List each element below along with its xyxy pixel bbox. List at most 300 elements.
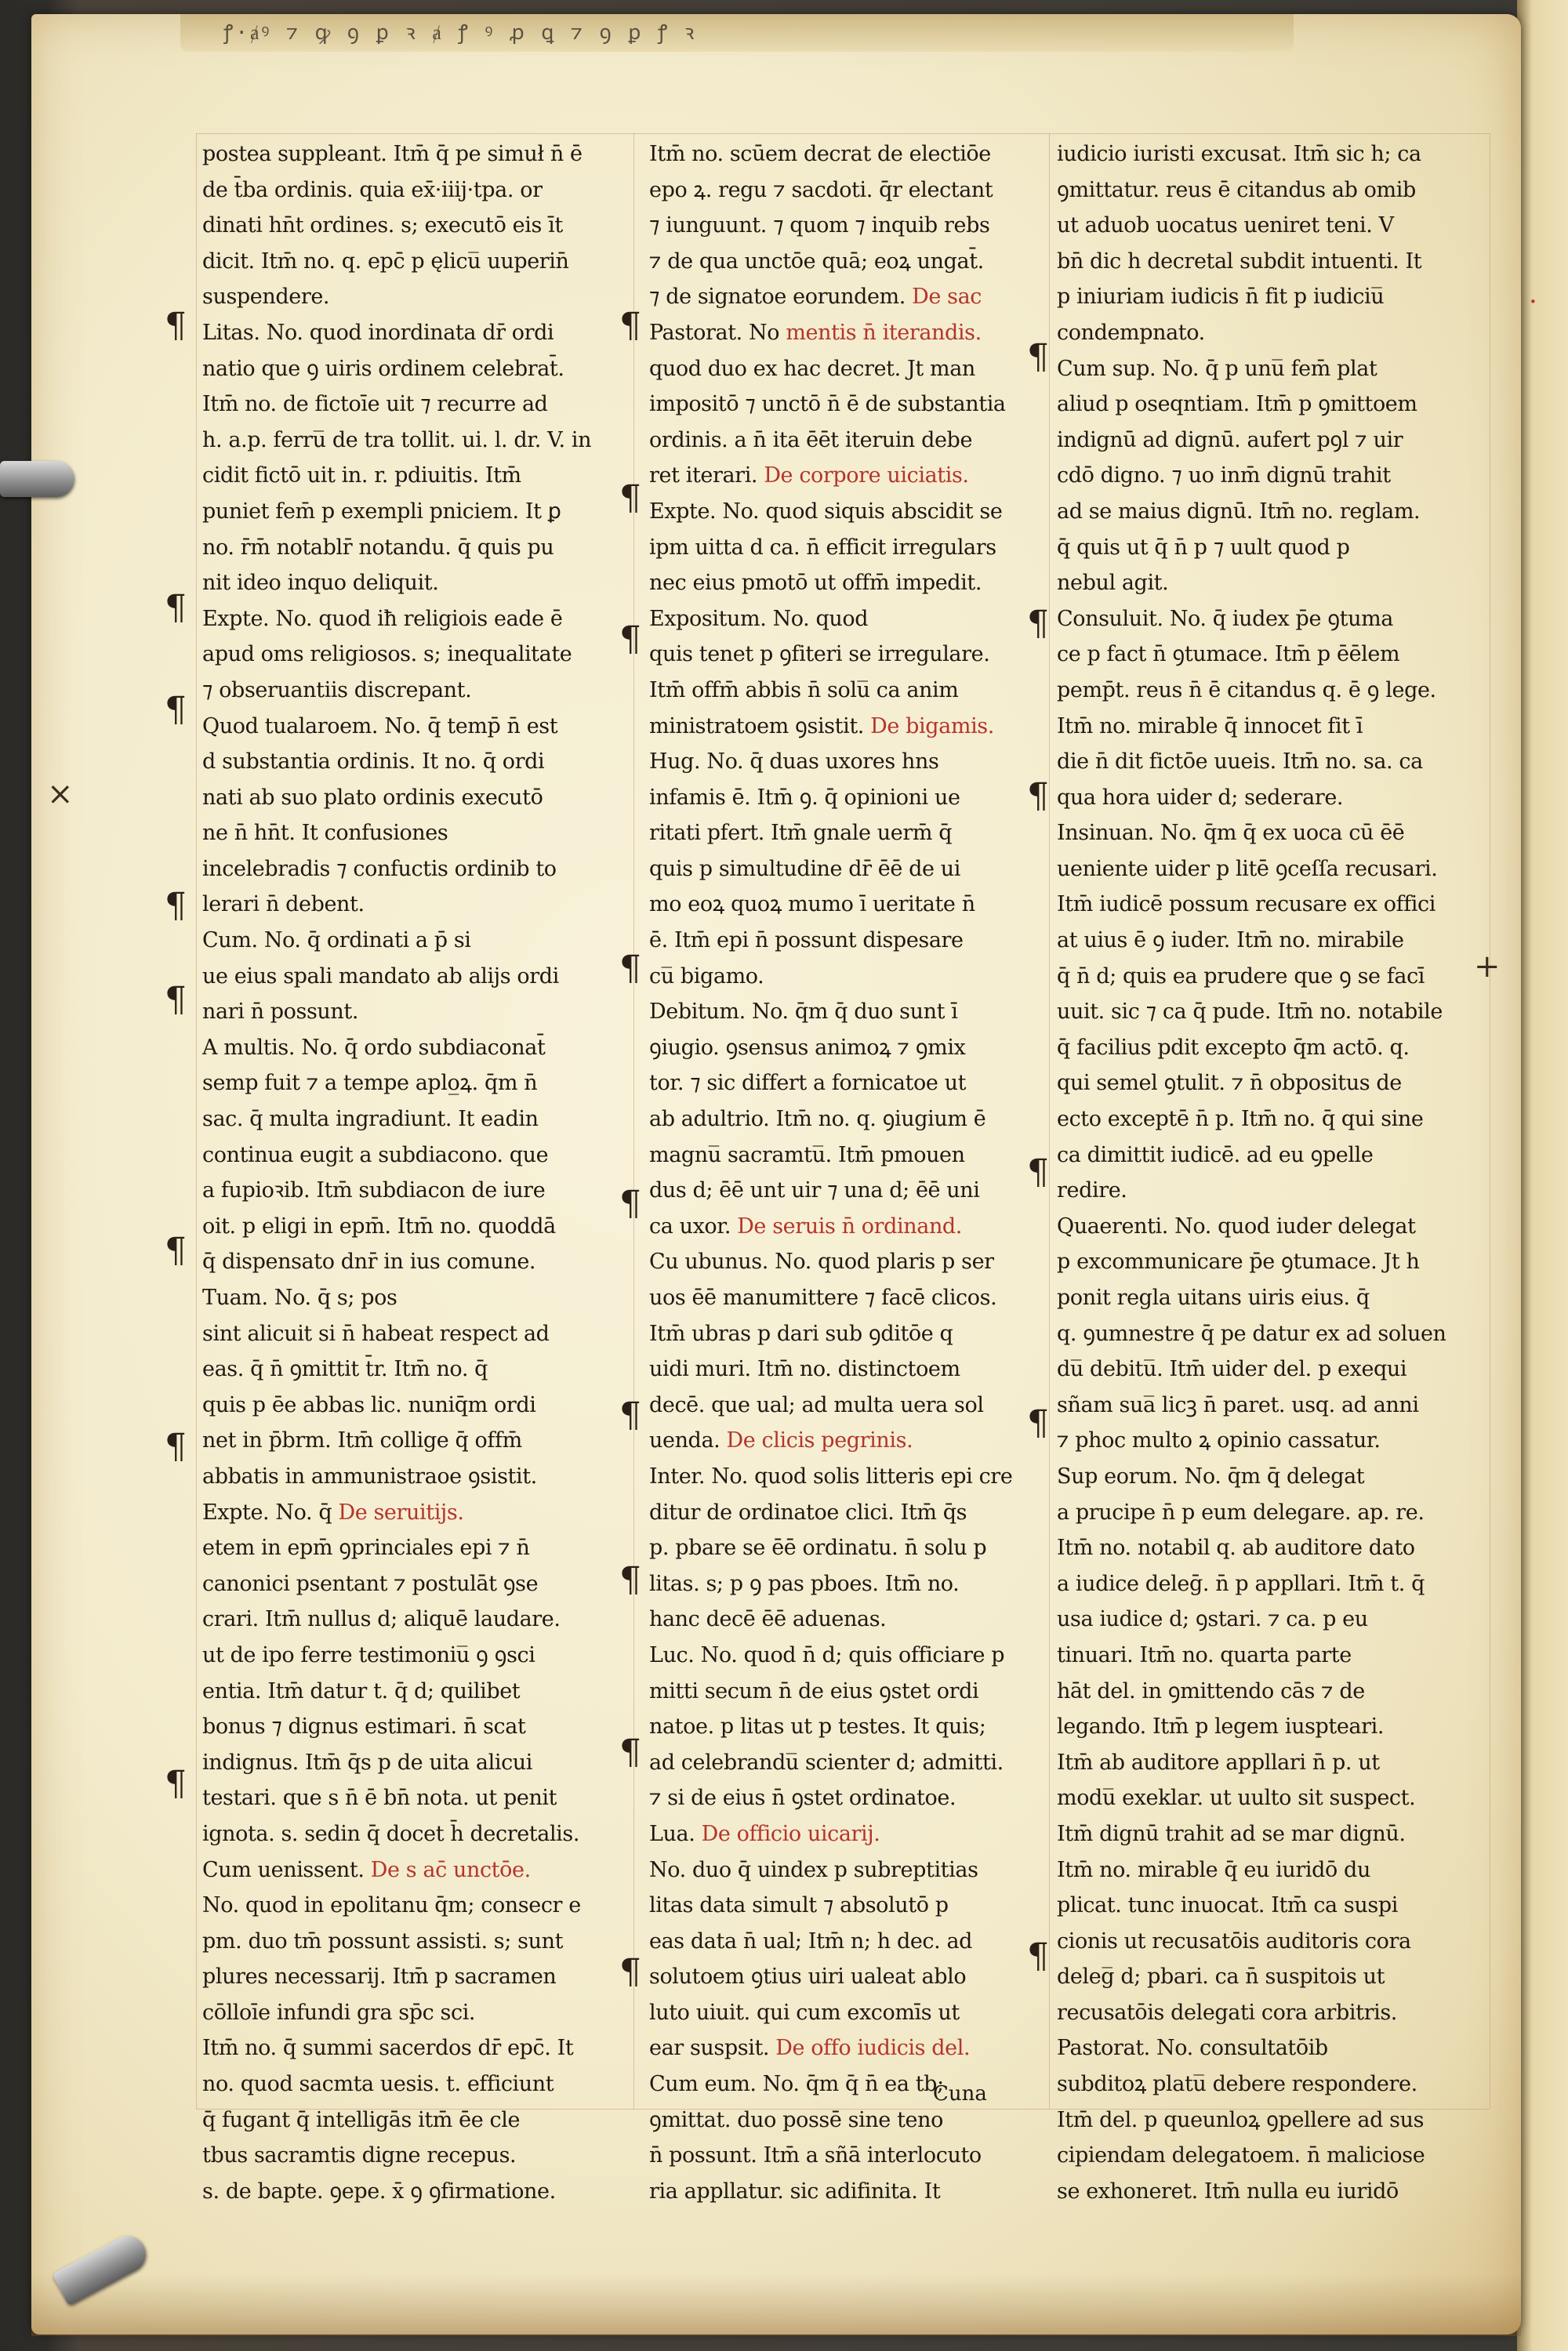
text-line — [649, 315, 1045, 351]
text-line — [1057, 1030, 1488, 1066]
paragraph-mark: ¶ — [1027, 604, 1049, 644]
line-text: continua eugit a subdiacono. que — [202, 1142, 549, 1167]
line-text: Itm̄ no. q̄ summi sacerdos dr̄ epc̄. It — [202, 2036, 574, 2061]
line-text: sac. q̄ multa ingradiunt. It eadin — [202, 1107, 539, 1132]
text-line — [202, 1745, 618, 1781]
text-line — [649, 1709, 1045, 1745]
margin-mark: + — [1474, 949, 1501, 985]
line-text: eas. q̄ n̄ ꝯmittit t̄r. Itm̄ no. q̄ — [202, 1357, 488, 1382]
rubric-heading: De seruitijs. — [338, 1500, 464, 1525]
text-line — [202, 1638, 618, 1674]
line-text: quis p ēe abbas lic. nuniq̄m ordi — [202, 1392, 536, 1417]
text-line — [649, 673, 1045, 709]
text-line — [1057, 1316, 1488, 1352]
line-text: tor. ⁊ sic differt a fornicatoe ut — [649, 1071, 967, 1096]
text-line — [649, 1816, 1045, 1852]
line-text: litas data simult ⁊ absolutō p — [649, 1893, 949, 1918]
text-line — [1057, 1888, 1488, 1924]
line-text: a iudice deleḡ. n̄ p appllari. Itm̄ t. q̄ — [1057, 1571, 1425, 1596]
line-text: Sup eorum. No. q̄m q̄ delegat — [1057, 1464, 1365, 1489]
line-text: ꝯmittatur. reus ē citandus ab omib — [1057, 177, 1416, 202]
paragraph-mark: ¶ — [165, 1764, 187, 1804]
line-text: cipiendam delegatoem. n̄ maliciose — [1057, 2143, 1425, 2168]
text-line — [202, 637, 618, 673]
paragraph-mark: ¶ — [165, 980, 187, 1020]
line-text: modu̅ exeklar. ut uulto sit suspect. — [1057, 1786, 1416, 1811]
text-line — [649, 780, 1045, 816]
text-line — [202, 208, 618, 244]
line-text: litas. s; p ꝯ pas pboes. Itm̄ no. — [649, 1571, 960, 1596]
text-line — [649, 494, 1045, 530]
rubric-heading: De corpore uiciatis. — [764, 463, 969, 488]
text-line — [649, 1888, 1045, 1924]
text-line — [649, 1924, 1045, 1960]
text-line — [649, 1745, 1045, 1781]
line-text: impositō ⁊ unctō n̄ ē de substantia — [649, 392, 1006, 417]
text-line — [649, 351, 1045, 387]
text-line — [1057, 458, 1488, 494]
header-stamp: ꝭ·ⱥꝰ ⁊ ꝙ ꝯ ꝑ ꝛ ⱥ ꝭ ꝰ ꝓ ꝗ ⁊ ꝯ ꝑ ꝭ ꝛ — [223, 21, 697, 44]
text-line — [202, 2138, 618, 2174]
line-text: ut de ipo ferre testimoniu̅ ꝯ ꝯsci — [202, 1642, 535, 1667]
text-line — [649, 1388, 1045, 1424]
catchword: Cuna — [933, 2082, 987, 2106]
paragraph-mark: ¶ — [165, 886, 187, 926]
line-text: q̄ fugant q̄ intelligās itm̄ ēe cle — [202, 2107, 521, 2132]
line-text: Expte. No. q̄ — [202, 1500, 332, 1525]
text-line — [1057, 851, 1488, 887]
line-text: solutoem ꝯtius uiri ualeat ablo — [649, 1965, 967, 1990]
line-text: q̄ quis ut q̄ n̄ p ⁊ uult quod p — [1057, 535, 1350, 560]
line-text: redire. — [1057, 1178, 1127, 1203]
text-line — [202, 1423, 618, 1459]
text-line — [1057, 1638, 1488, 1674]
text-line — [202, 959, 618, 995]
text-line — [202, 1065, 618, 1101]
line-text: indignū ad dignū. aufert pꝯl ⁊ uir — [1057, 427, 1403, 452]
text-line — [202, 2174, 618, 2210]
text-line — [649, 1959, 1045, 1995]
text-line — [202, 1137, 618, 1174]
text-line — [1057, 136, 1488, 172]
text-line — [1057, 601, 1488, 637]
text-line — [649, 1566, 1045, 1602]
line-text: No. quod in epolitanu q̄m; consecr e — [202, 1893, 581, 1918]
text-line — [1057, 172, 1488, 209]
text-line — [202, 1173, 618, 1209]
line-text: Itm̄ no. mirable q̄ eu iuridō du — [1057, 1857, 1370, 1882]
line-text: ut aduob uocatus ueniret teni. V — [1057, 213, 1394, 238]
line-text: Cum uenissent. — [202, 1857, 365, 1882]
line-text: p iniuriam iudicis n̄ fit p iudiciu̅ — [1057, 285, 1385, 310]
line-text: quod duo ex hac decret. Jt man — [649, 356, 975, 381]
line-text: uos ēē manumittere ⁊ facē clicos. — [649, 1286, 997, 1310]
text-line — [202, 1280, 618, 1316]
text-line — [202, 1566, 618, 1602]
text-line — [1057, 1388, 1488, 1424]
line-text: condempnato. — [1057, 320, 1205, 345]
line-text: cu̅ bigamo. — [649, 963, 764, 989]
line-text: Itm̄ no. notabil q. ab auditore dato — [1057, 1536, 1415, 1561]
text-line — [1057, 1244, 1488, 1280]
text-line — [202, 1602, 618, 1638]
text-line — [649, 1244, 1045, 1280]
paragraph-mark: ¶ — [619, 1395, 641, 1435]
line-text: A multis. No. q̄ ordo subdiaconat̄ — [202, 1035, 546, 1060]
line-text: Consuluit. No. q̄ iudex p̄e ꝯtuma — [1057, 606, 1393, 631]
line-text: Cum sup. No. q̄ p unu̅ fem̄ plat — [1057, 356, 1377, 381]
text-line — [1057, 780, 1488, 816]
text-line — [649, 1459, 1045, 1495]
text-line — [1057, 351, 1488, 387]
line-text: cionis ut recusatōis auditoris cora — [1057, 1928, 1411, 1954]
text-line — [202, 1959, 618, 1995]
rubric-heading: De s ac̄ unctōe. — [370, 1857, 531, 1882]
text-line — [649, 244, 1045, 280]
line-text: qua hora uider d; sederare. — [1057, 785, 1344, 810]
text-line — [1057, 2066, 1488, 2102]
text-line — [202, 1388, 618, 1424]
text-line — [1057, 1351, 1488, 1388]
text-line — [202, 1459, 618, 1495]
line-text: Itm̄ ab auditore appllari n̄ p. ut — [1057, 1750, 1380, 1775]
text-line — [1057, 1602, 1488, 1638]
line-text: Itm̄ dignū trahit ad se mar dignū. — [1057, 1821, 1406, 1846]
text-line — [649, 136, 1045, 172]
text-line — [1057, 1745, 1488, 1781]
text-line — [1057, 1995, 1488, 2031]
text-line — [649, 2030, 1045, 2066]
text-line — [1057, 1495, 1488, 1531]
text-line — [1057, 1780, 1488, 1816]
text-line — [1057, 923, 1488, 959]
text-line — [1057, 673, 1488, 709]
line-text: nati ab suo plato ordinis executō — [202, 785, 543, 810]
text-line — [649, 2174, 1045, 2210]
text-line — [1057, 1065, 1488, 1101]
line-text: du̅ debitu̅. Itm̄ uider del. p exequi — [1057, 1357, 1407, 1382]
text-line — [1057, 637, 1488, 673]
text-line — [1057, 1137, 1488, 1174]
text-line — [1057, 2102, 1488, 2139]
line-text: entia. Itm̄ datur t. q̄ d; quilibet — [202, 1678, 521, 1703]
line-text: Expte. No. quod siquis abscidit se — [649, 499, 1003, 524]
line-text: deleg̅ d; pbari. ca n̄ suspitois ut — [1057, 1965, 1385, 1990]
line-text: iudicio iuristi excusat. Itm̄ sic h; ca — [1057, 142, 1421, 166]
text-line — [202, 458, 618, 494]
line-text: ab adultrio. Itm̄ no. q. ꝯiugium ē — [649, 1107, 986, 1132]
text-line — [649, 279, 1045, 315]
text-line — [649, 2138, 1045, 2174]
ruling-col-divider-1 — [633, 133, 634, 2109]
line-text: ritati pfert. Itm̄ gnale uerm̄ q̄ — [649, 821, 953, 846]
text-line — [649, 208, 1045, 244]
line-text: ad se maius dignū. Itm̄ no. reglam. — [1057, 499, 1421, 524]
line-text: no. r̄m̄ notablr̄ notandu. q̄ quis pu — [202, 535, 554, 560]
text-line — [649, 172, 1045, 209]
text-line — [1057, 709, 1488, 745]
text-line — [1057, 1459, 1488, 1495]
paragraph-mark: ¶ — [165, 690, 187, 730]
line-text: puniet fem̄ p exempli pniciem. It ꝑ — [202, 499, 561, 524]
line-text: ipm uitta d ca. n̄ efficit irregulars — [649, 535, 996, 560]
text-line — [202, 780, 618, 816]
text-line — [1057, 1423, 1488, 1459]
line-text: Itm̄ iudicē possum recusare ex offici — [1057, 892, 1436, 917]
line-text: p. pbare se ēē ordinatu. n̄ solu p — [649, 1536, 987, 1561]
text-line — [649, 1316, 1045, 1352]
text-line — [202, 2066, 618, 2102]
line-text: nit ideo inquo deliquit. — [202, 571, 439, 596]
line-text: crari. Itm̄ nullus d; aliquē laudare. — [202, 1607, 561, 1632]
line-text: usa iudice d; ꝯstari. ⁊ ca. p eu — [1057, 1607, 1368, 1632]
text-line — [1057, 1674, 1488, 1710]
line-text: plures necessarij. Itm̄ p sacramen — [202, 1965, 557, 1990]
line-text: Itm̄ ubras p dari sub ꝯditōe q — [649, 1321, 953, 1346]
text-line — [1057, 244, 1488, 280]
text-line — [1057, 494, 1488, 530]
text-line — [649, 1351, 1045, 1388]
text-line — [1057, 744, 1488, 780]
text-line — [202, 923, 618, 959]
line-text: ria appllatur. sic adifinita. It — [649, 2179, 941, 2204]
paragraph-mark: ¶ — [619, 1184, 641, 1224]
paragraph-mark: ¶ — [1027, 776, 1049, 816]
line-text: ē. Itm̄ epi n̄ possunt dispesare — [649, 928, 964, 953]
line-text: Pastorat. No. consultatōib — [1057, 2036, 1328, 2061]
line-text: natio que ꝯ uiris ordinem celebrat̄. — [202, 356, 564, 381]
text-line — [202, 601, 618, 637]
text-line — [1057, 565, 1488, 601]
line-text: infamis ē. Itm̄ ꝯ. q̄ opinioni ue — [649, 785, 960, 810]
text-line — [649, 923, 1045, 959]
line-text: dinati hn̄t ordines. s; executō eis īt — [202, 213, 563, 238]
text-line — [649, 601, 1045, 637]
line-text: q̄ dispensato dnr̄ in ius comune. — [202, 1250, 536, 1275]
rubric-heading: De clicis pegrinis. — [726, 1428, 913, 1453]
line-text: se exhoneret. Itm̄ nulla eu iuridō — [1057, 2179, 1399, 2204]
line-text: cidit fictō uit in. r. pdiuitis. Itm̄ — [202, 463, 521, 488]
line-text: mo eoꝝ quoꝝ mumo ī ueritate n̄ — [649, 892, 975, 917]
text-line — [649, 530, 1045, 566]
line-text: ca uxor. — [649, 1214, 731, 1239]
line-text: decē. que ual; ad multa uera sol — [649, 1392, 984, 1417]
line-text: nebul agit. — [1057, 571, 1169, 596]
line-text: Cum. No. q̄ ordinati a p̄ si — [202, 928, 471, 953]
line-text: eas data n̄ ual; Itm̄ n; h dec. ad — [649, 1928, 973, 1954]
text-line — [202, 1888, 618, 1924]
text-line — [1057, 423, 1488, 459]
line-text: dicit. Itm̄ no. q. epc̄ p ęlicu̅ uuperin̄ — [202, 249, 569, 274]
text-line — [649, 1530, 1045, 1566]
line-text: ignota. s. sedin q̄ docet h̄ decretalis. — [202, 1821, 580, 1846]
line-text: dus d; ēē unt uir ⁊ una d; ēē uni — [649, 1178, 980, 1203]
line-text: de t̄ba ordinis. quia ex̄·iiij·tpa. or — [202, 177, 543, 202]
line-text: legando. Itm̄ p legem iuspteari. — [1057, 1714, 1385, 1740]
line-text: oit. p eligi in epm̄. Itm̄ no. quoddā — [202, 1214, 556, 1239]
text-line — [1057, 315, 1488, 351]
text-line — [649, 1209, 1045, 1245]
line-text: Itm̄ offm̄ abbis n̄ solu̅ ca anim — [649, 677, 959, 702]
line-text: hāt del. in ꝯmittendo cās ⁊ de — [1057, 1678, 1365, 1703]
line-text: Pastorat. No — [649, 320, 780, 345]
line-text: a fupioꝛib. Itm̄ subdiacon de iure — [202, 1178, 546, 1203]
text-line — [202, 1995, 618, 2031]
text-line — [649, 709, 1045, 745]
line-text: uidi muri. Itm̄ no. distinctoem — [649, 1357, 960, 1382]
line-text: natoe. p litas ut p testes. It quis; — [649, 1714, 986, 1740]
text-line — [1057, 1709, 1488, 1745]
line-text: ret iterari. — [649, 463, 758, 488]
rubric-heading: De offo iudicis del. — [775, 2036, 971, 2061]
line-text: bn̄ dic h decretal subdit intuenti. It — [1057, 249, 1422, 274]
line-text: epo ꝝ. regu ⁊ sacdoti. q̄r electant — [649, 177, 993, 202]
text-line — [202, 744, 618, 780]
text-line — [649, 1173, 1045, 1209]
rubric-heading: De sac — [912, 285, 982, 310]
line-text: plicat. tunc inuocat. Itm̄ ca suspi — [1057, 1893, 1398, 1918]
text-line — [649, 1065, 1045, 1101]
text-line — [1057, 2138, 1488, 2174]
text-line — [1057, 1924, 1488, 1960]
text-line — [649, 959, 1045, 995]
folio-bottom-stain — [31, 2273, 1521, 2336]
line-text: ne n̄ hn̄t. It confusiones — [202, 821, 448, 846]
line-text: tbus sacramtis digne recepus. — [202, 2143, 517, 2168]
text-line — [649, 744, 1045, 780]
paragraph-mark: ¶ — [1027, 1152, 1049, 1192]
text-line — [649, 851, 1045, 887]
line-text: Cu ubunus. No. quod plaris p ser — [649, 1250, 994, 1275]
paragraph-mark: ¶ — [1027, 1403, 1049, 1443]
clasp-top — [0, 461, 74, 497]
line-text: uuit. sic ⁊ ca q̄ pude. Itm̄ no. notabile — [1057, 1000, 1443, 1025]
text-line — [649, 2102, 1045, 2139]
text-line — [1057, 1101, 1488, 1137]
text-line — [649, 1638, 1045, 1674]
text-column-2 — [649, 136, 1045, 2209]
line-text: qui semel ꝯtulit. ⁊ n̄ obpositus de — [1057, 1071, 1402, 1096]
text-line — [649, 1495, 1045, 1531]
text-line — [202, 1209, 618, 1245]
line-text: net in p̄brm. Itm̄ collige q̄ offm̄ — [202, 1428, 522, 1453]
text-line — [202, 815, 618, 851]
text-line — [649, 887, 1045, 923]
text-line — [202, 1924, 618, 1960]
line-text: quis tenet p ꝯfiteri se irregulare. — [649, 642, 990, 667]
line-text: q̄ n̄ d; quis ea prudere que ꝯ se facī — [1057, 963, 1425, 989]
line-text: recusatōis delegati cora arbitris. — [1057, 2000, 1397, 2025]
line-text: apud oms religiosos. s; inequalitate — [202, 642, 572, 667]
text-column-1 — [202, 136, 618, 2209]
text-line — [202, 851, 618, 887]
text-line — [202, 1101, 618, 1137]
line-text: sint alicuit si n̄ habeat respect ad — [202, 1321, 550, 1346]
line-text: Lua. — [649, 1821, 695, 1846]
line-text: pemp̄t. reus n̄ ē citandus q. ē ꝯ lege. — [1057, 677, 1436, 702]
paragraph-mark: ¶ — [165, 306, 187, 346]
line-text: cōlloīe infundi gra sp̄c sci. — [202, 2000, 476, 2025]
line-text: Insinuan. No. q̄m q̄ ex uoca cū ēē — [1057, 821, 1405, 846]
text-line — [1057, 1209, 1488, 1245]
line-text: Hug. No. q̄ duas uxores hns — [649, 749, 939, 775]
line-text: q̄ facilius pdit excepto q̄m actō. q. — [1057, 1035, 1410, 1060]
line-text: subditoꝝ platu̅ debere respondere. — [1057, 2072, 1417, 2097]
line-text: n̄ possunt. Itm̄ a sñā interlocuto — [649, 2143, 982, 2168]
text-line — [1057, 887, 1488, 923]
margin-mark: × — [47, 776, 74, 812]
text-line — [649, 1030, 1045, 1066]
line-text: ca dimittit iudicē. ad eu ꝯpelle — [1057, 1142, 1374, 1167]
text-line — [1057, 959, 1488, 995]
text-line — [202, 1780, 618, 1816]
paragraph-mark: ¶ — [1027, 337, 1049, 377]
line-text: Expte. No. quod iħ religiois eade ē — [202, 606, 563, 631]
text-line — [1057, 386, 1488, 423]
text-line — [202, 2102, 618, 2139]
line-text: ponit regla uitans uiris eius. q̄ — [1057, 1286, 1370, 1310]
text-line — [649, 1995, 1045, 2031]
line-text: postea suppleant. Itm̄ q̄ pe simuł n̄ ē — [202, 142, 583, 166]
line-text: ꝯiugio. ꝯsensus animoꝝ ⁊ ꝯmix — [649, 1035, 966, 1060]
text-line — [1057, 1852, 1488, 1888]
adjacent-leaf-edge — [1517, 0, 1568, 2351]
text-column-3 — [1057, 136, 1488, 2209]
text-line — [202, 1674, 618, 1710]
line-text: Itm̄ del. p queunloꝝ ꝯpellere ad sus — [1057, 2107, 1425, 2132]
rubric-heading: De bigamis. — [870, 713, 994, 738]
text-line — [1057, 1566, 1488, 1602]
text-line — [1057, 279, 1488, 315]
line-text: Quaerenti. No. quod iuder delegat — [1057, 1214, 1416, 1239]
line-text: testari. que s n̄ ē bn̄ nota. ut penit — [202, 1786, 557, 1811]
text-line — [1057, 2174, 1488, 2210]
paragraph-mark: ¶ — [619, 1560, 641, 1600]
line-text: ꝯmittat. duo possē sine teno — [649, 2107, 943, 2132]
text-line — [649, 1280, 1045, 1316]
line-text: ⁊ iunguunt. ⁊ quom ⁊ inquib rebs — [649, 213, 990, 238]
text-line — [1057, 815, 1488, 851]
text-line — [202, 1244, 618, 1280]
text-line — [202, 423, 618, 459]
line-text: suspendere. — [202, 285, 330, 310]
line-text: abbatis in ammunistraoe ꝯsistit. — [202, 1464, 537, 1489]
text-line — [649, 1780, 1045, 1816]
text-line — [202, 1816, 618, 1852]
text-line — [1057, 1280, 1488, 1316]
line-text: no. quod sacmta uesis. t. efficiunt — [202, 2072, 554, 2097]
line-text: ueniente uider p litē ꝯceſſa recusari. — [1057, 856, 1438, 881]
line-text: lerari n̄ debent. — [202, 892, 365, 917]
text-line — [202, 1030, 618, 1066]
line-text: etem in epm̄ ꝯprinciales epi ⁊ n̄ — [202, 1536, 530, 1561]
text-line — [202, 673, 618, 709]
text-line — [202, 386, 618, 423]
line-text: p excommunicare p̄e ꝯtumace. Jt h — [1057, 1250, 1420, 1275]
text-line — [202, 136, 618, 172]
paragraph-mark: ¶ — [619, 619, 641, 659]
text-line — [1057, 208, 1488, 244]
paragraph-mark: ¶ — [619, 478, 641, 518]
ruling-col-divider-2 — [1049, 133, 1050, 2109]
line-text: ditur de ordinatoe clici. Itm̄ q̄s — [649, 1500, 967, 1525]
text-line — [649, 1852, 1045, 1888]
paragraph-mark: ¶ — [619, 306, 641, 346]
text-line — [649, 1423, 1045, 1459]
paragraph-mark: ¶ — [165, 1427, 187, 1467]
line-text: nari n̄ possunt. — [202, 1000, 359, 1025]
text-line — [202, 1495, 618, 1531]
